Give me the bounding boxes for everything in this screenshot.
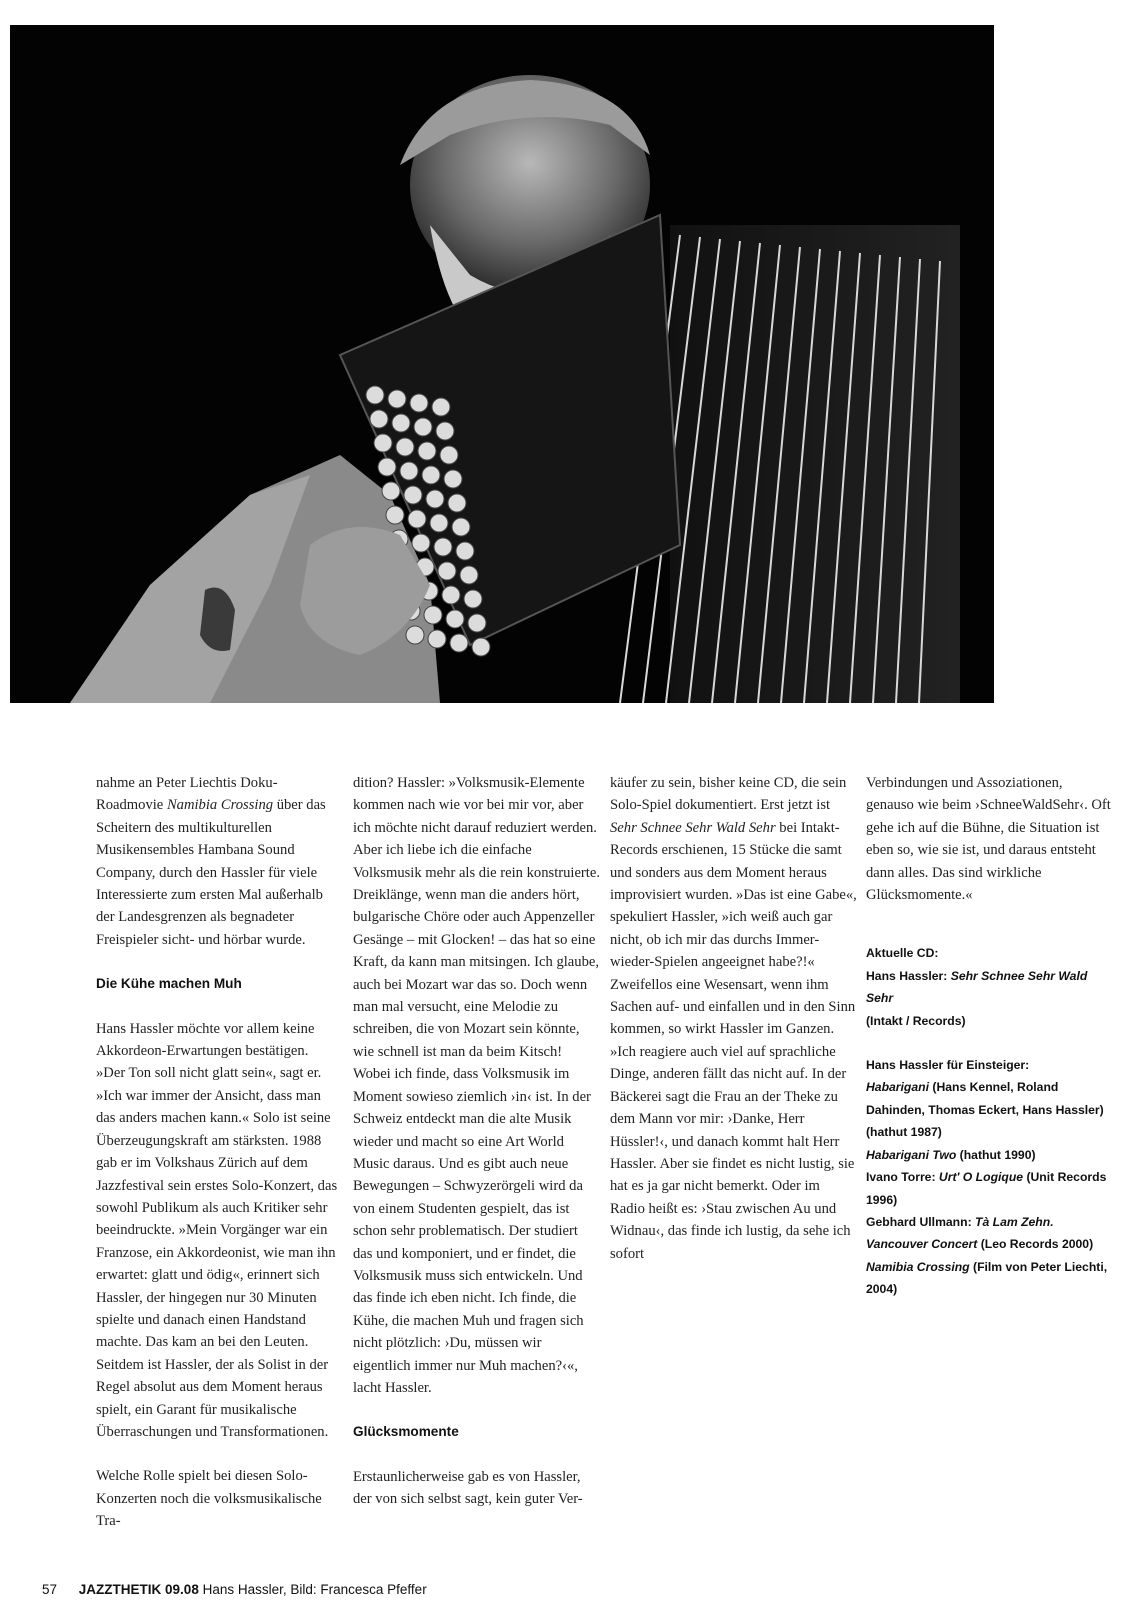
photo-caption: Hans Hassler, Bild: Francesca Pfeffer (202, 1582, 427, 1597)
page-number: 57 (42, 1582, 58, 1597)
page-footer (42, 1582, 427, 1597)
film-title: Namibia Crossing (166, 797, 274, 814)
paragraph: nahme an Peter Liechtis Doku-Roadmovie Namibia Crossing über das Scheitern des multikulturellen Musikensembles Hambana Sound Company, durch den Hassler für viele Interessierte zum ersten Mal außerhalb der Landesgrenzen als begnadeter Freispieler sicht- und hörbar wurde. (96, 775, 326, 948)
section-heading: Glücksmomente (353, 1424, 459, 1440)
current-cd: Aktuelle CD: Hans Hassler: Sehr Schnee Sehr Wald Sehr (Intakt / Records) (866, 946, 1088, 1028)
album-title: Sehr Schnee Sehr Wald Sehr (610, 819, 776, 836)
magazine-issue: JAZZTHETIK 09.08 (78, 1582, 199, 1597)
paragraph: Hans Hassler möchte vor allem keine Akkordeon-Erwartungen bestätigen. »Der Ton soll nicht glatt sein«, sagt er. »Ich war immer der Ansicht, dass man das anders machen kann.« Solo ist seine Überzeugungskraft am stärksten. 1988 gab er im Volkshaus Zürich auf dem Jazzfestival sein erstes Solo-Konzert, das sowohl Publikum als auch Kritiker sehr beeindruckte. »Mein Vorgänger war ein Franzose, ein Akkordeonist, wie man ihn erwartet: glatt und ödig«, erinnert sich Hassler, der hingegen nur 30 Minuten spielte und danach einen Handstand machte. Das kam an bei den Leuten. Seitdem ist Hassler, der als Solist in der Regel absolut aus dem Moment heraus spielt, ein Garant für musikalische Überraschungen und Transformationen. (96, 1020, 338, 1440)
section-heading: Die Kühe machen Muh (96, 976, 242, 992)
column-2 (353, 772, 601, 1533)
beginner-list: Hans Hassler für Einsteiger: Habarigani (Hans Kennel, Roland Dahinden, Thomas Eckert, Hans Hassler) (hathut 1987) Habarigani Two (hathut 1990) Ivano Torre: Urt' O Logique (Unit Records 1996) Gebhard Ullmann: Tà Lam Zehn. Vancouver Concert (Leo Records 2000) Namibia Crossing (Film von Peter Liechti, 2004) (866, 1058, 1108, 1297)
column-1 (96, 772, 338, 1555)
discography-box (866, 942, 1114, 1300)
paragraph: Welche Rolle spielt bei diesen Solo-Konzerten noch die volksmusikalische Tra- (96, 1468, 322, 1530)
paragraph: Verbindungen und Assoziationen, genauso wie beim ›SchneeWaldSehr‹. Oft gehe ich auf die Bühne, die Situation ist eben so, wie sie ist, und daraus entsteht dann alles. Das sind wirkliche Glücksmomente.« (866, 775, 1111, 904)
paragraph: dition? Hassler: »Volksmusik-Elemente kommen nach wie vor bei mir vor, aber ich möchte nicht darauf reduziert werden. Aber ich liebe ich die einfache Volksmusik mehr als die rein konstruierte. Dreiklänge, wenn man die anders hört, bulgarische Chöre oder auch Appenzeller Gesänge – mit Glocken! – das hat so eine Kraft, da kann man mitsingen. Ich glaube, auch bei Mozart war das so. Doch wenn man mal versucht, eine Melodie zu schreiben, die von Mozart sein könnte, wie schnell ist man da beim Kitsch! Wobei ich finde, dass Volksmusik im Moment sowieso ziemlich ›in‹ ist. In der Schweiz entdeckt man die alte Musik wieder und macht so eine Art World Music daraus. Und es gibt auch neue Bewegungen – Schwyzerörgeli wird da von einem Studenten gespielt, das ist schon sehr problematisch. Der studiert das und komponiert, und er findet, die Volksmusik muss sich entwickeln. Und das finde ich eben nicht. Ich finde, die Kühe, die machen Muh und fragen sich nicht plötzlich: ›Du, müssen wir eigentlich immer nur Muh machen?‹«, lacht Hassler. (353, 775, 600, 1396)
column-4 (866, 772, 1114, 1323)
paragraph: Erstaunlicherweise gab es von Hassler, der von sich selbst sagt, kein guter Ver- (353, 1468, 583, 1508)
photo-accordion-player (10, 25, 994, 703)
paragraph: käufer zu sein, bisher keine CD, die sein Solo-Spiel dokumentiert. Erst jetzt ist Sehr Schnee Sehr Wald Sehr bei Intakt-Records erschienen, 15 Stücke die samt und sonders aus dem Moment heraus improvisiert wurden. »Das ist eine Gabe«, spekuliert Hassler, »ich weiß auch gar nicht, ob ich mir das durchs Immer-wieder-Spielen angeeignet habe?!« Zweifellos eine Wesensart, wenn ihm Sachen auf- und einfallen und in den Sinn kommen, so wirkt Hassler im Ganzen. »Ich reagiere auch viel auf sprachliche Dinge, anderen fällt das nicht auf. In der Bäckerei sagt die Frau an der Theke zu dem Mann vor mir: ›Danke, Herr Hüssler!‹, und danach kommt halt Herr Hassler. Aber sie findet es nicht lustig, sie hat es ja gar nicht bemerkt. Oder im Radio heißt es: ›Stau zwischen Au und Widnau‹, das finde ich lustig, da sehe ich sofort (610, 775, 857, 1262)
column-3 (610, 772, 858, 1287)
